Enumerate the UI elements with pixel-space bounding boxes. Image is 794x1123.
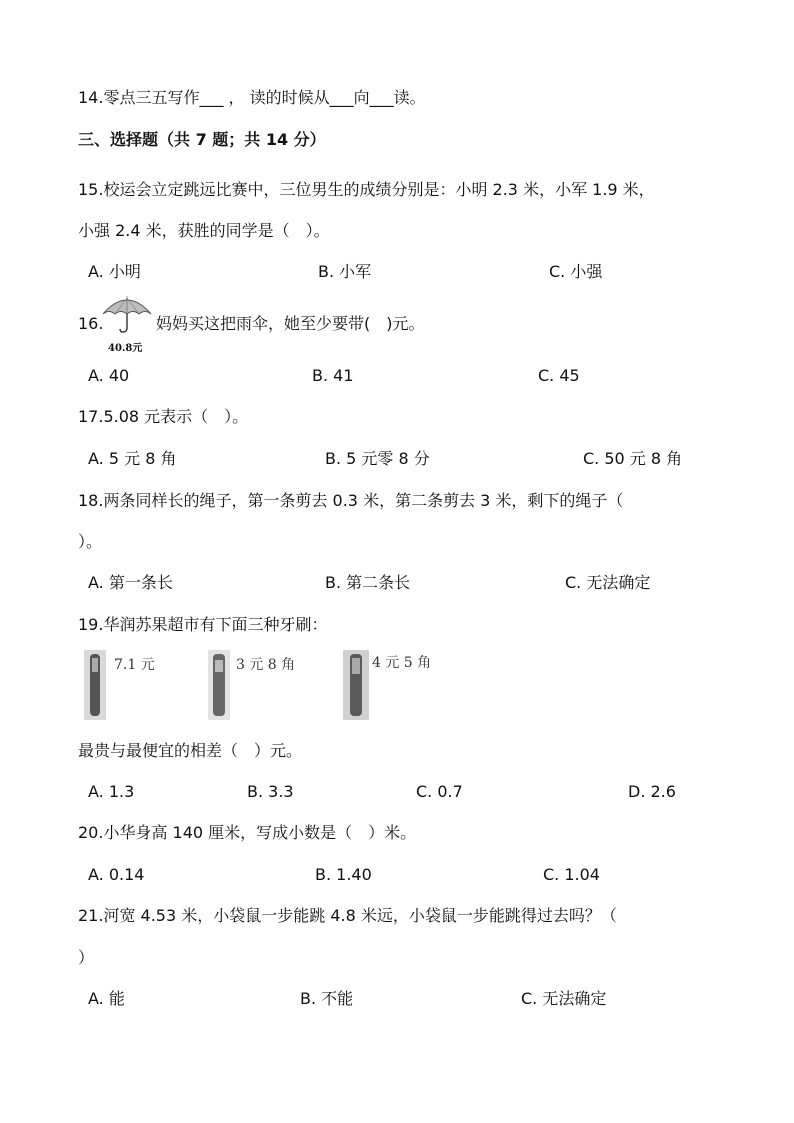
question-17: 17.5.08 元表示（ ）。 (78, 407, 249, 426)
q20-option-b[interactable]: B. 1.40 (315, 865, 372, 884)
toothbrush-3-price: 4 元 5 角 (372, 655, 432, 671)
question-15-line1: 15.校运会立定跳远比赛中，三位男生的成绩分别是：小明 2.3 米，小军 1.9 米， (78, 180, 655, 199)
toothbrush-1-icon (84, 650, 106, 720)
question-16-text: 妈妈买这把雨伞，她至少要带( )元。 (156, 314, 425, 333)
q19-option-b[interactable]: B. 3.3 (247, 782, 294, 801)
question-16-number: 16. (78, 314, 104, 333)
q15-option-c[interactable]: C. 小强 (549, 262, 603, 281)
q16-option-c[interactable]: C. 45 (538, 366, 580, 385)
section-title-choice: 三、选择题（共 7 题；共 14 分） (78, 130, 326, 149)
toothbrush-2-price: 3 元 8 角 (236, 657, 296, 673)
q19-option-a[interactable]: A. 1.3 (88, 782, 135, 801)
question-21-line1: 21.河宽 4.53 米，小袋鼠一步能跳 4.8 米远，小袋鼠一步能跳得过去吗？（ (78, 906, 617, 925)
question-14: 14.零点三五写作___ ， 读的时候从___向___读。 (78, 88, 426, 107)
q20-option-c[interactable]: C. 1.04 (543, 865, 600, 884)
question-19-ask: 最贵与最便宜的相差（ ）元。 (78, 741, 303, 760)
q16-option-a[interactable]: A. 40 (88, 366, 130, 385)
q17-option-c[interactable]: C. 50 元 8 角 (583, 449, 683, 468)
q20-option-a[interactable]: A. 0.14 (88, 865, 145, 884)
q16-option-b[interactable]: B. 41 (312, 366, 354, 385)
q15-option-b[interactable]: B. 小军 (318, 262, 372, 281)
umbrella-icon (101, 292, 153, 336)
q19-option-c[interactable]: C. 0.7 (416, 782, 463, 801)
umbrella-price-label: 40.8元 (108, 343, 143, 354)
q18-option-b[interactable]: B. 第二条长 (325, 573, 411, 592)
question-18-line2: ）。 (78, 532, 103, 551)
question-18-line1: 18.两条同样长的绳子，第一条剪去 0.3 米，第二条剪去 3 米，剩下的绳子（ (78, 491, 624, 510)
q18-option-c[interactable]: C. 无法确定 (565, 573, 651, 592)
question-20: 20.小华身高 140 厘米，写成小数是（ ）米。 (78, 823, 417, 842)
q21-option-c[interactable]: C. 无法确定 (521, 989, 607, 1008)
q19-option-d[interactable]: D. 2.6 (628, 782, 676, 801)
toothbrush-3-icon (343, 650, 369, 720)
question-21-line2: ） (78, 948, 95, 967)
q17-option-b[interactable]: B. 5 元零 8 分 (325, 449, 430, 468)
q21-option-a[interactable]: A. 能 (88, 989, 125, 1008)
toothbrush-2-icon (208, 650, 230, 720)
toothbrush-1-price: 7.1 元 (114, 657, 155, 673)
q17-option-a[interactable]: A. 5 元 8 角 (88, 449, 177, 468)
q18-option-a[interactable]: A. 第一条长 (88, 573, 173, 592)
question-19: 19.华润苏果超市有下面三种牙刷： (78, 615, 328, 634)
q15-option-a[interactable]: A. 小明 (88, 262, 141, 281)
question-15-line2: 小强 2.4 米，获胜的同学是（ ）。 (78, 221, 330, 240)
q21-option-b[interactable]: B. 不能 (300, 989, 354, 1008)
